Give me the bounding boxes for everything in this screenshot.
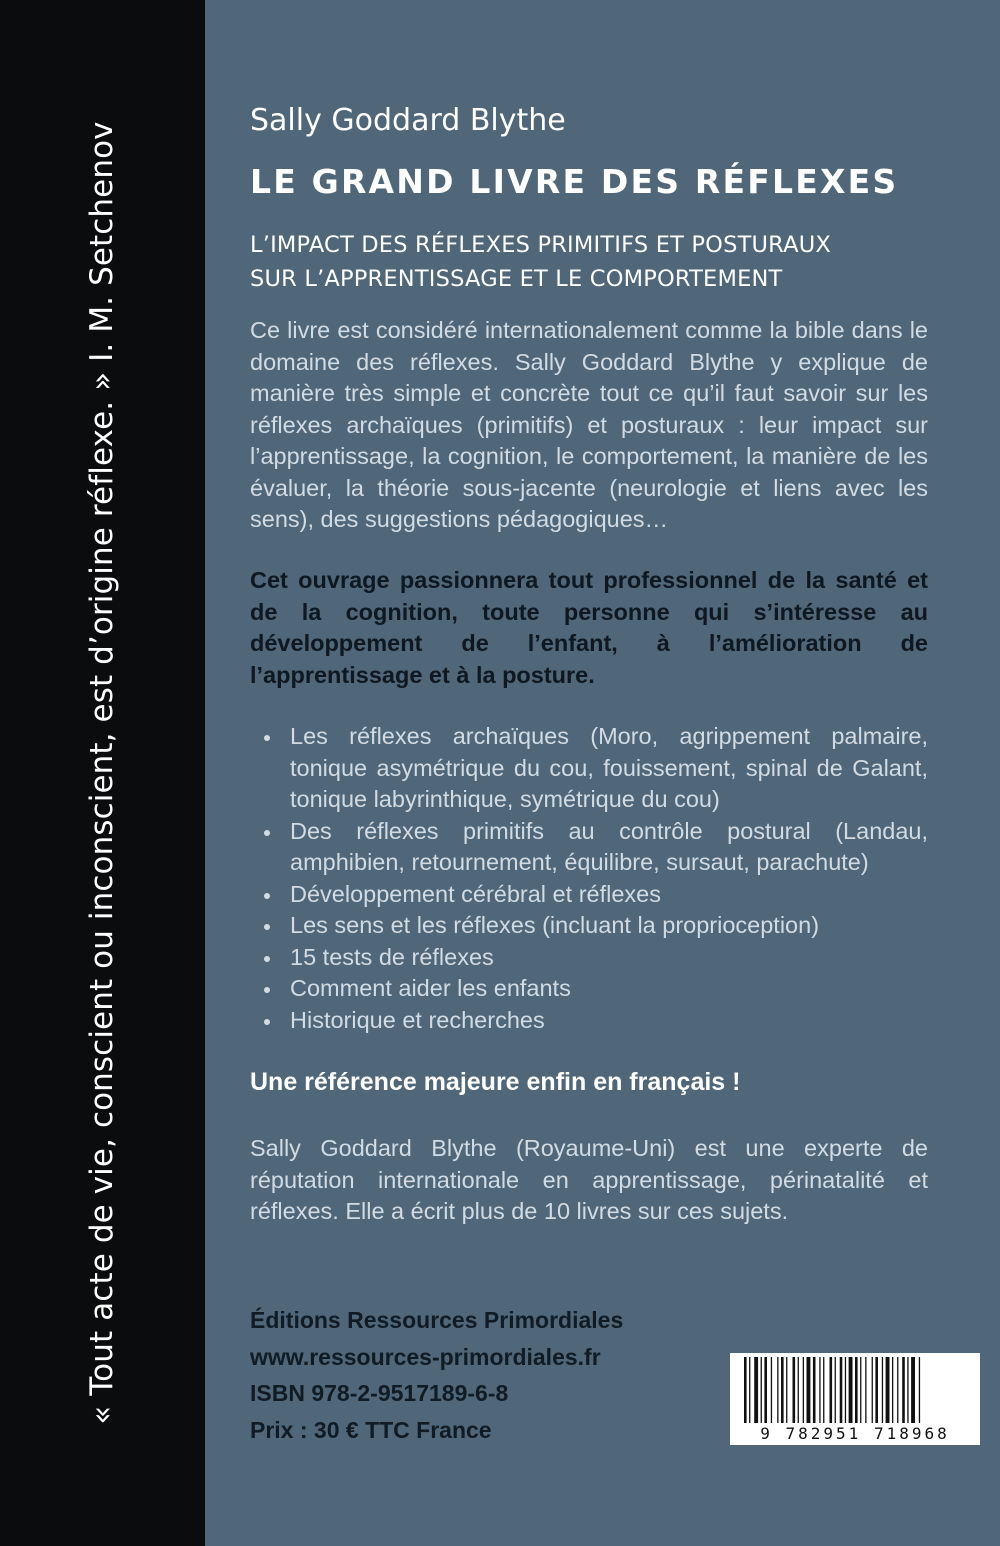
barcode-bar <box>919 1357 920 1423</box>
bullet-icon <box>264 1019 270 1025</box>
barcode-bar <box>882 1357 883 1423</box>
list-item-text: Comment aider les enfants <box>290 975 571 1001</box>
list-item-text: Développement cérébral et réflexes <box>290 880 661 907</box>
bullet-icon <box>264 987 270 993</box>
book-description: Ce livre est considéré internationalement comme la bible dans le domaine des réflexes. Sally Goddard Blythe y explique de manière très simple et concrète tout ce qu’il faut savoir sur les réflexes archaïques (primitifs) et posturaux : leur impact sur l’apprentissage, la cognition, le comportement, la manière de les évaluer, la théorie sous-jacente (neurologie et liens avec les sens), des suggestions pédagogiques… <box>250 317 928 532</box>
barcode-bar <box>865 1357 866 1423</box>
list-item <box>250 910 928 942</box>
book-title: LE GRAND LIVRE DES RÉFLEXES <box>250 162 899 201</box>
barcode <box>730 1353 980 1445</box>
barcode-bar <box>807 1357 811 1423</box>
barcode-bar <box>911 1357 915 1423</box>
bullet-icon <box>264 830 270 836</box>
bullet-icon <box>264 924 270 930</box>
author-name: Sally Goddard Blythe <box>250 103 566 138</box>
list-item-text: Les sens et les réflexes (incluant la proprioception) <box>290 912 820 938</box>
barcode-bar <box>786 1357 787 1423</box>
barcode-bar <box>819 1357 820 1423</box>
barcode-bar <box>907 1357 908 1423</box>
highlight-tagline: Une référence majeure enfin en français ! <box>250 1068 741 1096</box>
barcode-bar <box>793 1357 796 1423</box>
barcode-bar <box>849 1357 853 1423</box>
barcode-bar <box>902 1357 905 1423</box>
barcode-bar <box>764 1357 767 1423</box>
list-item <box>250 942 928 974</box>
barcode-bar <box>886 1357 890 1423</box>
barcode-bar <box>835 1357 836 1423</box>
publisher-name: Éditions Ressources Primordiales <box>250 1307 624 1333</box>
barcode-bar <box>798 1357 799 1423</box>
barcode-bar <box>875 1357 878 1423</box>
isbn: ISBN 978-2-9517189-6-8 <box>250 1380 509 1406</box>
list-item <box>250 816 928 879</box>
list-item <box>250 721 928 816</box>
subtitle-line: L’IMPACT DES RÉFLEXES PRIMITIFS ET POSTURAUX <box>250 232 831 258</box>
barcode-bar <box>803 1357 804 1423</box>
back-cover <box>205 0 1000 1546</box>
list-item <box>250 973 928 1005</box>
barcode-bar <box>823 1357 824 1423</box>
barcode-bar <box>749 1357 750 1423</box>
barcode-bar <box>777 1357 778 1423</box>
barcode-bar <box>771 1357 772 1423</box>
author-bio: Sally Goddard Blythe (Royaume-Uni) est une experte de réputation internationale en apprentissage, périnatalité et réflexes. Elle a écrit plus de 10 livres sur ces sujets. <box>250 1135 928 1224</box>
barcode-bar <box>840 1357 843 1423</box>
list-item-text: Des réflexes primitifs au contrôle postural (Landau, amphibien, retournement, équilibre, sursaut, parachute) <box>290 817 928 875</box>
barcode-bar <box>845 1357 846 1423</box>
contents-list <box>250 721 928 1036</box>
bullet-icon <box>264 956 270 962</box>
price: Prix : 30 € TTC France <box>250 1416 492 1443</box>
barcode-bar <box>754 1357 758 1423</box>
barcode-bar <box>892 1357 893 1423</box>
list-item-text: 15 tests de réflexes <box>290 943 494 970</box>
list-item <box>250 879 928 911</box>
target-audience-paragraph: Cet ouvrage passionnera tout professionnel de la santé et de la cognition, toute personne qui s’intéresse au développement de l’enfant, à l’amélioration de l’apprentissage et à la posture. <box>250 567 928 688</box>
barcode-bar <box>813 1357 816 1423</box>
barcode-bar <box>744 1357 747 1423</box>
barcode-bar <box>897 1357 898 1423</box>
bullet-icon <box>264 735 270 741</box>
barcode-digits: 9 782951 718968 <box>760 1424 950 1443</box>
barcode-bar <box>872 1357 873 1423</box>
publisher-website: www.ressources-primordiales.fr <box>250 1343 601 1370</box>
book-spine <box>0 0 205 1546</box>
publisher-info <box>250 1302 623 1448</box>
barcode-bar <box>830 1357 833 1423</box>
barcode-bar <box>855 1357 858 1423</box>
spine-quote: « Tout acte de vie, conscient ou inconscient, est d’origine réflexe. » I. M. Setchenov <box>84 121 120 1425</box>
barcode-bar <box>860 1357 861 1423</box>
barcode-bars-icon <box>730 1353 980 1425</box>
subtitle-line: SUR L’APPRENTISSAGE ET LE COMPORTEMENT <box>250 266 783 292</box>
list-item-text: Historique et recherches <box>290 1006 545 1033</box>
barcode-bar <box>781 1357 784 1423</box>
book-subtitle <box>250 228 940 296</box>
barcode-bar <box>761 1357 762 1423</box>
list-item <box>250 1005 928 1037</box>
bullet-icon <box>264 893 270 899</box>
list-item-text: Les réflexes archaïques (Moro, agrippement palmaire, tonique asymétrique du cou, fouissement, spinal de Galant, tonique labyrinthique, symétrique du cou) <box>290 723 928 812</box>
